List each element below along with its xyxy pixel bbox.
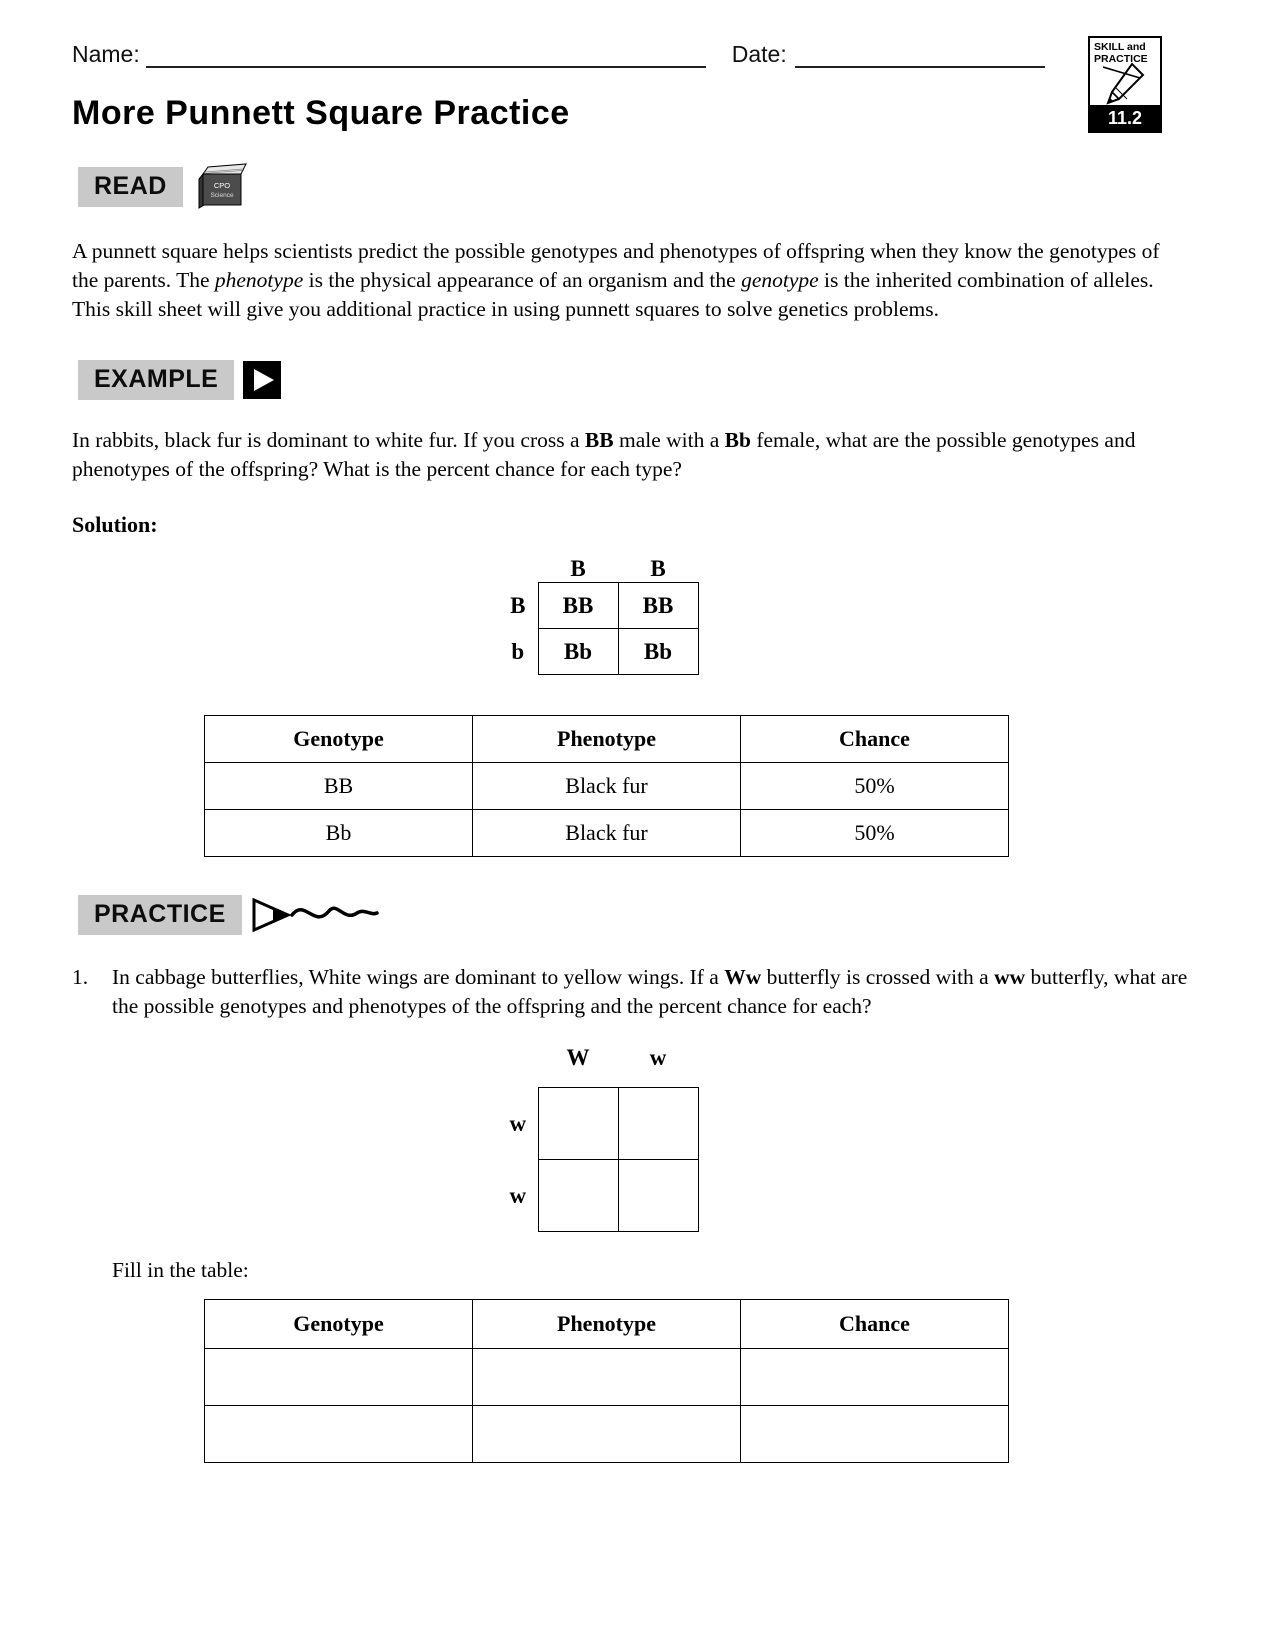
table-cell-blank[interactable] [741, 1406, 1009, 1463]
punnett-cell: Bb [618, 629, 698, 675]
example-question-text: In rabbits, black fur is dominant to white fur. If you cross a [72, 428, 585, 452]
practice-section-header [78, 895, 1275, 935]
table-row [205, 1349, 1009, 1406]
intro-term-genotype: genotype [741, 268, 819, 292]
punnett-top-label: W [566, 1045, 590, 1070]
punnett-top-label: w [649, 1045, 667, 1070]
table-cell-blank[interactable] [473, 1349, 741, 1406]
question-text-part: In cabbage butterflies, White wings are dominant to yellow wings. If a [112, 965, 725, 989]
example-question-text: female, what are the possible genotypes and phenotypes of the offspring? What is the percent chance for each type? [72, 428, 1136, 481]
badge-title-line1: SKILL and [1094, 41, 1146, 53]
header-row [0, 0, 1275, 68]
intro-term-phenotype: phenotype [214, 268, 304, 292]
punnett-cell-blank[interactable] [618, 1160, 698, 1232]
skill-practice-badge [1088, 36, 1162, 133]
table-cell: Black fur [473, 763, 741, 810]
punnett-cell-blank[interactable] [538, 1160, 618, 1232]
punnett-square-practice [498, 1045, 699, 1232]
intro-text: A punnett square helps scientists predict the possible genotypes and phenotypes of offspring when they know the genotypes of the parents. The [72, 239, 1160, 292]
play-icon [243, 361, 281, 399]
example-genotype-bb: BB [584, 428, 614, 452]
book-label-line2: Science [210, 192, 234, 199]
book-icon [192, 163, 250, 211]
punnett-corner [498, 556, 538, 583]
punnett-square-example [498, 556, 699, 675]
punnett-cell: BB [618, 583, 698, 629]
table-cell: BB [205, 763, 473, 810]
table-cell-blank[interactable] [741, 1349, 1009, 1406]
example-section-header [78, 360, 1275, 400]
date-field[interactable] [795, 38, 1045, 68]
example-question [72, 426, 1185, 484]
practice-genotype-ww: ww [994, 965, 1026, 989]
punnett-cell-blank[interactable] [618, 1088, 698, 1160]
table-cell-blank[interactable] [205, 1349, 473, 1406]
name-label: Name: [72, 41, 140, 67]
practice-question-1 [72, 963, 1190, 1021]
table-cell: 50% [741, 810, 1009, 857]
punnett-left-label: w [509, 1182, 527, 1208]
table-cell-blank[interactable] [205, 1406, 473, 1463]
intro-paragraph [72, 237, 1185, 324]
intro-text: is the physical appearance of an organism and the [303, 268, 742, 292]
example-genotype-bb-het: Bb [724, 428, 751, 452]
solution-label: Solution: [72, 512, 158, 537]
punnett-cell: Bb [538, 629, 618, 675]
date-label: Date: [731, 41, 787, 67]
badge-title-line2: PRACTICE [1094, 53, 1148, 65]
results-table-practice [204, 1299, 1009, 1463]
book-label-line1: CPO [213, 181, 230, 190]
read-section-header [78, 163, 1275, 211]
punnett-top-label: B [570, 556, 586, 581]
column-header-chance: Chance [741, 1300, 1009, 1349]
column-header-chance: Chance [741, 716, 1009, 763]
column-header-genotype: Genotype [205, 1300, 473, 1349]
page-title: More Punnett Square Practice [72, 94, 570, 132]
read-label: READ [78, 167, 183, 207]
punnett-left-label: w [509, 1110, 527, 1136]
badge-number: 11.2 [1090, 105, 1160, 131]
question-number: 1. [72, 965, 89, 989]
question-text-part: butterfly is crossed with a [761, 965, 995, 989]
name-field[interactable] [146, 38, 706, 68]
example-question-text: male with a [613, 428, 725, 452]
table-row [205, 763, 1009, 810]
table-row [205, 1406, 1009, 1463]
pencil-icon [1103, 60, 1149, 106]
punnett-corner [498, 1045, 538, 1088]
table-cell: 50% [741, 763, 1009, 810]
intro-text: is the inherited combination of alleles. This skill sheet will give you additional practice in using punnett squares to solve genetics problems. [72, 268, 1154, 321]
table-header-row [205, 716, 1009, 763]
practice-label: PRACTICE [78, 895, 242, 935]
column-header-phenotype: Phenotype [473, 1300, 741, 1349]
fill-table-label: Fill in the table: [112, 1258, 249, 1282]
table-header-row [205, 1300, 1009, 1349]
practice-genotype-ww-het: Ww [724, 965, 762, 989]
punnett-top-label: B [650, 556, 666, 581]
table-cell-blank[interactable] [473, 1406, 741, 1463]
table-cell: Black fur [473, 810, 741, 857]
punnett-cell-blank[interactable] [538, 1088, 618, 1160]
column-header-genotype: Genotype [205, 716, 473, 763]
punnett-left-label: b [511, 638, 525, 664]
results-table-example [204, 715, 1009, 857]
punnett-cell: BB [538, 583, 618, 629]
punnett-left-label: B [510, 592, 526, 618]
column-header-phenotype: Phenotype [473, 716, 741, 763]
example-label: EXAMPLE [78, 360, 234, 400]
question-text [112, 963, 1190, 1021]
pencil-scribble-icon [251, 896, 401, 934]
table-row [205, 810, 1009, 857]
table-cell: Bb [205, 810, 473, 857]
question-text-part: butterfly, what are the possible genotypes and phenotypes of the offspring and the percent chance for each? [112, 965, 1188, 1018]
